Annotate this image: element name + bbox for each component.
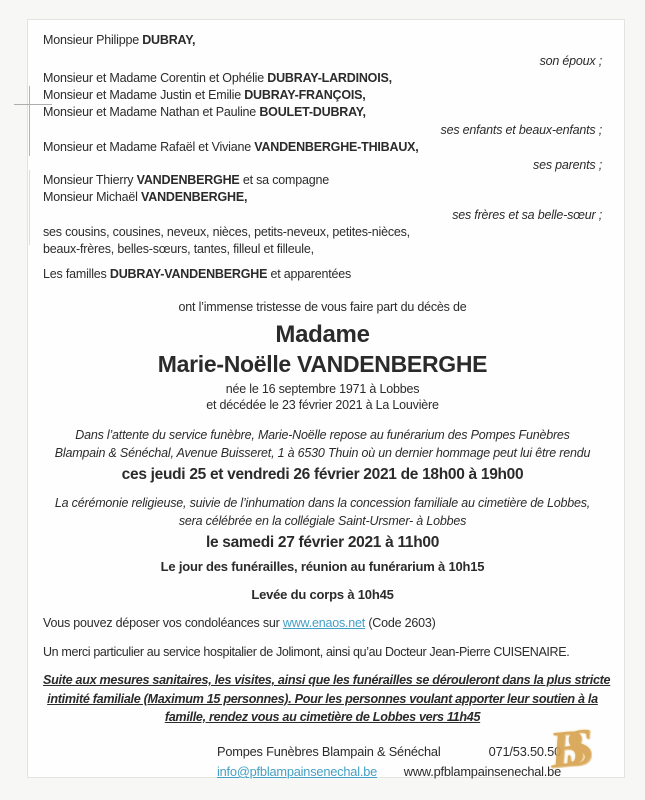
visitation-section — [43, 426, 602, 486]
family-line-text: Monsieur Thierry — [43, 173, 137, 187]
condolences-line — [43, 615, 602, 632]
relation-label-siblings: ses frères et sa belle-sœur ; — [452, 208, 602, 222]
covid-notice — [43, 671, 611, 727]
extended-family-line-1: ses cousins, cousines, neveux, nièces, petits-neveux, petites-nièces, — [43, 225, 410, 239]
extended-family-line-2: beaux-frères, belles-sœurs, tantes, filleul et filleule, — [43, 242, 314, 256]
visitation-line-2: Blampain & Sénéchal, Avenue Buisseret, 1 à 6530 Thuin où un dernier hommage peut lui être rendu — [54, 446, 591, 460]
relation-label-parents: ses parents ; — [533, 158, 602, 172]
family-surname: VANDENBERGHE — [136, 173, 240, 187]
scanned-announcement-page — [27, 19, 625, 778]
thanks-line: Un merci particulier au service hospitalier de Jolimont, ainsi qu’au Docteur Jean-Pierre CUISENAIRE. — [43, 645, 570, 659]
email-link[interactable]: info@pfblampainsenechal.be — [217, 764, 378, 779]
family-line-text: Monsieur et Madame Nathan et Pauline — [43, 105, 260, 119]
footer-row-1 — [217, 742, 561, 762]
covid-notice-line-2: intimité familiale (Maximum 15 personnes). Pour les personnes voulant apporter leur soutien à la — [47, 691, 598, 706]
family-member-line-spouse — [43, 32, 602, 49]
deceased-name: Marie-Noëlle VANDENBERGHE — [157, 351, 488, 377]
family-member-line-brother2 — [43, 189, 602, 206]
condolences-code: (Code 2603) — [365, 616, 436, 630]
family-surname: DUBRAY-VANDENBERGHE — [109, 267, 268, 281]
announcement-line: ont l’immense tristesse de vous faire part du décès de — [178, 300, 467, 314]
deceased-section — [43, 320, 602, 413]
family-line-text: Monsieur et Madame Justin et Emilie — [43, 88, 245, 102]
families-line — [43, 266, 602, 283]
visitation-dates: ces jeudi 25 et vendredi 26 février 2021 de 18h00 à 19h00 — [121, 466, 524, 483]
relation-label-children: ses enfants et beaux-enfants ; — [440, 123, 602, 137]
family-line-text: Monsieur et Madame Rafaël et Viviane — [43, 140, 255, 154]
ceremony-line-2: sera célébrée en la collégiale Saint-Ursmer- à Lobbes — [178, 514, 467, 528]
death-line: et décédée le 23 février 2021 à La Louvière — [206, 398, 439, 412]
family-section — [43, 32, 602, 283]
family-surname: VANDENBERGHE-THIBAUX, — [254, 140, 419, 154]
family-line-text: Les familles — [43, 267, 110, 281]
family-surname: DUBRAY-LARDINOIS, — [267, 71, 392, 85]
relation-label-spouse: son époux ; — [539, 54, 602, 68]
deceased-title: Madame — [275, 321, 370, 348]
ceremony-date: le samedi 27 février 2021 à 11h00 — [205, 534, 440, 551]
family-line-text: Monsieur Michaël — [43, 190, 142, 204]
family-surname: BOULET-DUBRAY, — [259, 105, 366, 119]
family-member-line-brother1 — [43, 172, 602, 189]
family-member-line-child1 — [43, 70, 602, 87]
family-surname: DUBRAY-FRANÇOIS, — [244, 88, 366, 102]
family-surname: VANDENBERGHE, — [141, 190, 248, 204]
ceremony-section — [43, 494, 602, 554]
family-member-line-child3 — [43, 104, 602, 121]
visitation-line-1: Dans l’attente du service funèbre, Marie-Noëlle repose au funérarium des Pompes Funèbres — [75, 428, 570, 442]
funeral-meeting-line: Le jour des funérailles, réunion au funérarium à 10h15 — [160, 559, 485, 574]
birth-line: née le 16 septembre 1971 à Lobbes — [225, 382, 420, 396]
scan-registration-mark-faint — [29, 170, 30, 245]
funeral-home-footer — [217, 742, 561, 782]
family-surname: DUBRAY, — [142, 33, 196, 47]
ceremony-line-1: La cérémonie religieuse, suivie de l’inhumation dans la concession familiale au cimetière de Lobbes, — [54, 496, 591, 510]
body-departure-line: Levée du corps à 10h45 — [251, 587, 394, 602]
family-member-line-child2 — [43, 87, 602, 104]
family-line-text: et apparentées — [267, 267, 352, 281]
covid-notice-line-1: Suite aux mesures sanitaires, les visites, ainsi que les funérailles se dérouleront dans la plus stricte — [43, 673, 611, 687]
covid-notice-line-3: famille, rendez vous au cimetière de Lobbes vers 11h45 — [164, 710, 481, 724]
family-member-line-parents — [43, 139, 602, 156]
enaos-link[interactable]: www.enaos.net — [282, 616, 366, 630]
funeral-home-name: Pompes Funèbres Blampain & Sénéchal — [217, 744, 441, 759]
bs-monogram-logo-icon: BS — [546, 720, 577, 780]
family-line-text: et sa compagne — [239, 173, 329, 187]
condolences-text: Vous pouvez déposer vos condoléances sur — [43, 616, 283, 630]
scan-registration-mark-vertical — [29, 86, 30, 156]
funeral-home-website: www.pfblampainsenechal.be — [403, 764, 561, 779]
footer-row-2 — [217, 762, 561, 782]
family-line-text: Monsieur et Madame Corentin et Ophélie — [43, 71, 268, 85]
funeral-home-phone: 071/53.50.50 — [488, 744, 561, 759]
family-line-text: Monsieur Philippe — [43, 33, 143, 47]
